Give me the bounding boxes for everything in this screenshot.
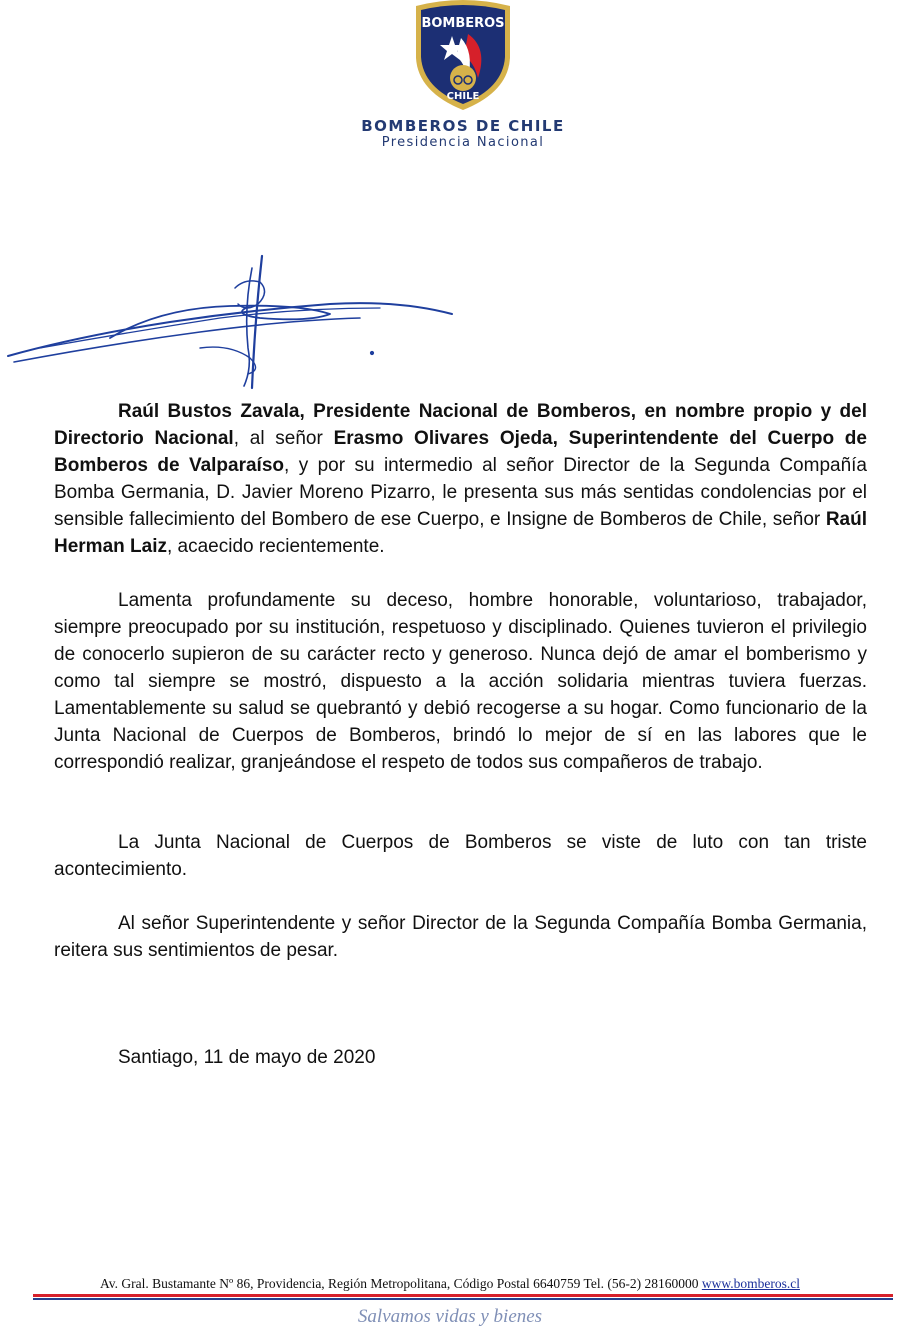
handwritten-signature [0,248,470,398]
paragraph-tribute: Lamenta profundamente su deceso, hombre honorable, voluntarioso, trabajador, siempre preocupado por su institución, respetuoso y disciplinado. Quienes tuvieron el privilegio de conocerlo supieron de su carácter recto y generoso. Nunca dejó de amar el bomberismo y como tal siempre se mostró, dispuesto a la acción solidaria mientras tuviera fuerzas. Lamentablemente su salud se quebrantó y debió recogerse a su hogar. Como funcionario de la Junta Nacional de Cuerpos de Bomberos, brindó lo mejor de sí en las labores que le correspondió realizar, granjeándose el respeto de todos sus compañeros de trabajo. [54,590,867,773]
footer-tagline: Salvamos vidas y bienes [357,1306,543,1327]
website-link[interactable]: www.bomberos.cl [701,1276,800,1291]
paragraph-text: , al señor [233,428,334,449]
letter-date: Santiago, 11 de mayo de 2020 [118,1047,376,1068]
bomberos-shield-logo [408,0,518,112]
footer-divider-blue [33,1298,893,1300]
sender-name-bold: Raúl Bustos Zavala, Presidente Nacional de Bomberos, en nombre propio y del Directorio Nacional [54,401,867,449]
paragraph-mourning: La Junta Nacional de Cuerpos de Bomberos se viste de luto con tan triste acontecimiento. [54,832,867,880]
paragraph-condolences-intro [54,398,867,560]
footer-contact-text: Av. Gral. Bustamante Nº 86, Providencia, Región Metropolitana, Código Postal 6640759 Tel. (56-2) 28160000 [100,1276,702,1291]
organization-subtitle: Presidencia Nacional [381,135,545,150]
footer-divider-red [33,1294,893,1297]
paragraph-text: , y por su intermedio al señor Director de la Segunda Compañía Bomba Germania, D. Javier Moreno Pizarro, le presenta sus más sentidas condolencias por el sensible fallecimiento del Bombero de ese Cuerpo, e Insigne de Bomberos de Chile, señor [54,455,867,530]
deceased-name-bold: Raúl Herman Laiz [54,509,867,557]
paragraph-closing: Al señor Superintendente y señor Director de la Segunda Compañía Bomba Germania, reitera sus sentimientos de pesar. [54,913,867,961]
recipient-name-bold: Erasmo Olivares Ojeda, Superintendente del Cuerpo de Bomberos de Valparaíso [54,428,867,476]
svg-text:CHILE: CHILE [446,91,480,102]
footer-address [0,1276,900,1292]
organization-name: BOMBEROS DE CHILE [361,117,565,135]
paragraph-text: , acaecido recientemente. [166,536,385,557]
svg-text:BOMBEROS: BOMBEROS [421,16,505,31]
